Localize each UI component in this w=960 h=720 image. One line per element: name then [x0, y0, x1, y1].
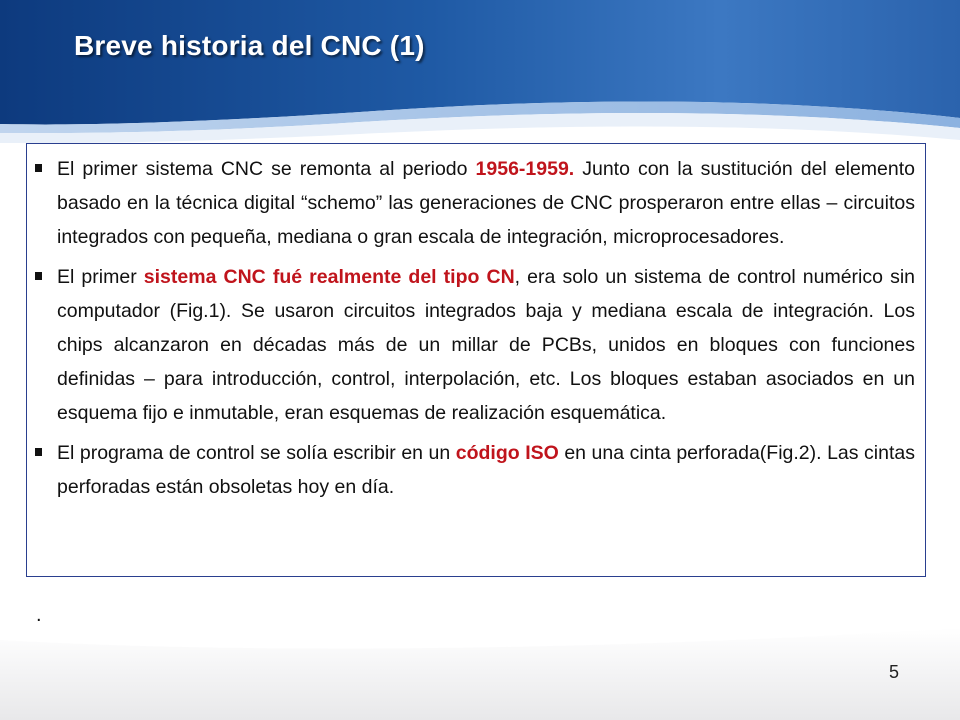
- bullet-item-2: [57, 260, 915, 430]
- bullet-item-1: [57, 152, 915, 254]
- square-bullet-icon: [35, 272, 42, 280]
- highlighted-text: sistema CNC fué realmente del tipo CN: [143, 266, 515, 288]
- bullet-text: , era solo un sistema de control numérico sin computador (Fig.1). Se usaron circuitos integrados baja y mediana escala de integración. Los chips alcanzaron en décadas más de un millar de PCBs, unidos en bloques con funciones definidas – para introducción, control, interpolación, etc. Los bloques estaban asociados en un esquema fijo e inmutable, eran esquemas de realización esquemática.: [57, 266, 915, 424]
- content-box: [26, 143, 926, 577]
- trailing-mark: .: [36, 604, 42, 626]
- square-bullet-icon: [35, 164, 42, 172]
- bullet-text: Junto con la sustitución del elemento basado en la técnica digital “schemo” las generaciones de CNC prosperaron entre ellas – circuitos integrados con pequeña, mediana o gran escala de integración, microprocesadores.: [57, 158, 915, 248]
- bullet-text: El primer sistema CNC se remonta al periodo: [57, 158, 476, 180]
- highlighted-text: código ISO: [455, 442, 559, 464]
- square-bullet-icon: [35, 448, 42, 456]
- bullet-text: El programa de control se solía escribir en un: [57, 442, 456, 464]
- highlighted-text: 1956-1959.: [475, 158, 575, 180]
- page-number: 5: [889, 662, 900, 682]
- bullet-item-3: [57, 436, 915, 504]
- bullet-text: en una cinta perforada(Fig.2). Las cintas perforadas están obsoletas hoy en día.: [57, 442, 915, 498]
- bullet-text: El primer: [57, 266, 144, 288]
- slide-title: Breve historia del CNC (1): [74, 30, 425, 61]
